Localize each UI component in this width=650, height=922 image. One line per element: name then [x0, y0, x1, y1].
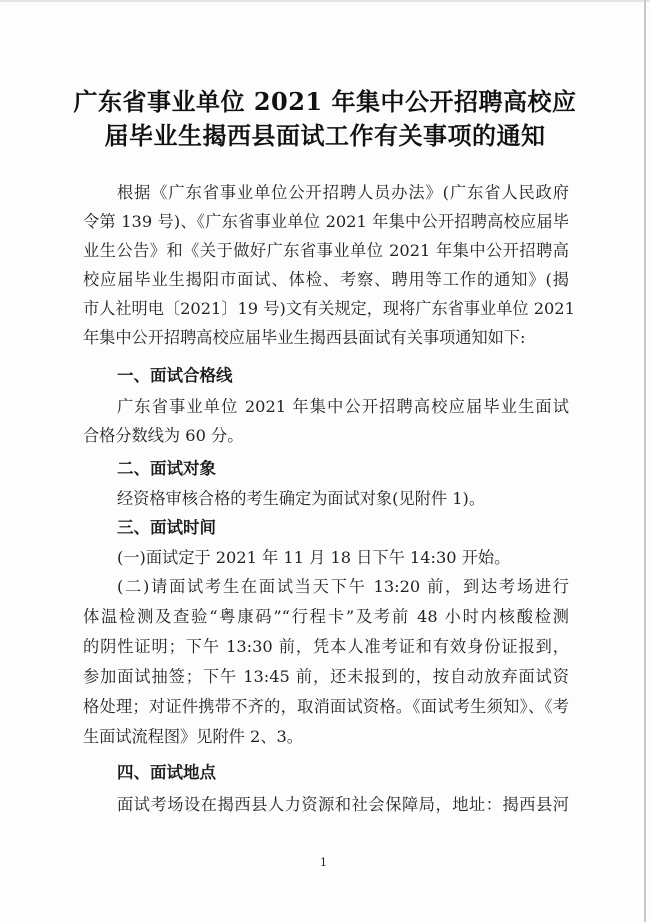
intro-line-3: 业生公告》和《关于做好广东省事业单位 2021 年集中公开招聘高	[83, 241, 569, 260]
section-3-line-3: 体温检测及查验“粤康码”“行程卡”及考前 48 小时内核酸检测	[83, 607, 569, 626]
scan-edge-top	[0, 0, 650, 2]
section-3-line-5: 参加面试抽签；下午 13:45 前，还未报到的，按自动放弃面试资	[83, 667, 569, 686]
section-heading-location: 四、面试地点	[117, 763, 216, 782]
document-title-line-2: 届毕业生揭西县面试工作有关事项的通知	[104, 121, 546, 150]
page-number: 1	[320, 856, 327, 869]
section-2-line-1: 经资格审核合格的考生确定为面试对象(见附件 1)。	[117, 489, 486, 508]
intro-line-4: 校应届毕业生揭阳市面试、体检、考察、聘用等工作的通知》(揭	[83, 270, 569, 289]
section-3-line-2: (二)请面试考生在面试当天下午 13:20 前，到达考场进行	[117, 577, 569, 596]
section-3-line-4: 的阴性证明；下午 13:30 前，凭本人准考证和有效身份证报到，	[83, 637, 569, 656]
intro-line-5: 市人社明电〔2021〕19 号)文有关规定，现将广东省事业单位 2021	[83, 299, 575, 318]
section-heading-candidates: 二、面试对象	[117, 459, 216, 478]
intro-line-2: 令第 139 号)、《广东省事业单位 2021 年集中公开招聘高校应届毕	[83, 212, 569, 231]
intro-line-6: 年集中公开招聘高校应届毕业生揭西县面试有关事项通知如下:	[83, 328, 526, 347]
section-heading-time: 三、面试时间	[117, 518, 216, 537]
section-3-line-6: 格处理；对证件携带不齐的，取消面试资格。《面试考生须知》、《考	[83, 697, 569, 716]
section-heading-pass-line: 一、面试合格线	[117, 366, 233, 385]
intro-line-1: 根据《广东省事业单位公开招聘人员办法》(广东省人民政府	[117, 183, 569, 202]
section-3-line-7: 生面试流程图》见附件 2、3。	[83, 727, 303, 746]
document-title-line-1: 广东省事业单位 2021 年集中公开招聘高校应	[73, 87, 577, 116]
scan-edge-right	[644, 0, 646, 922]
section-4-line-1: 面试考场设在揭西县人力资源和社会保障局，地址：揭西县河	[117, 795, 569, 814]
section-3-line-1: (一)面试定于 2021 年 11 月 18 日下午 14:30 开始。	[117, 548, 511, 567]
section-1-line-2: 合格分数线为 60 分。	[83, 426, 244, 445]
section-1-line-1: 广东省事业单位 2021 年集中公开招聘高校应届毕业生面试	[117, 397, 569, 416]
